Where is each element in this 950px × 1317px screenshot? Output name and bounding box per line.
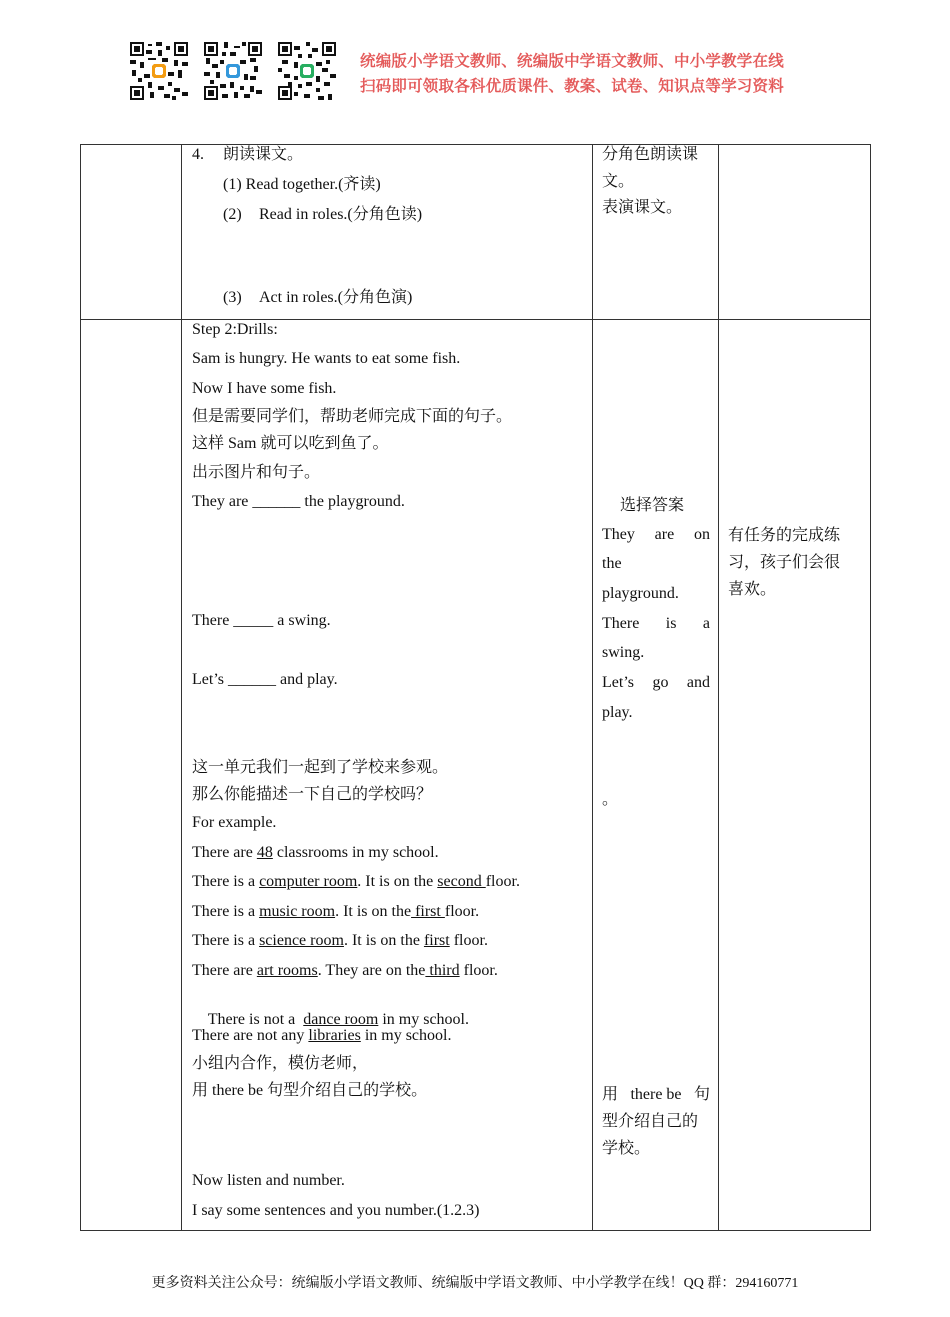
student-answer-line: play.: [602, 704, 633, 721]
sentence-text: . It is on the: [343, 932, 424, 949]
drill-line: Now listen and number.: [192, 1172, 345, 1189]
drill-line: Sam is hungry. He wants to eat some fish.: [192, 350, 461, 367]
student-activity-line: 选择答案: [620, 497, 685, 514]
underlined-answer: 48: [256, 844, 273, 861]
underlined-answer: third: [425, 962, 460, 979]
sentence-text: classrooms in my school.: [272, 844, 439, 861]
drill-line: 这一单元我们一起到了学校来参观。: [192, 759, 449, 776]
drill-line: For example.: [192, 814, 277, 831]
student-activity-line: 。: [602, 791, 619, 808]
answer-word: There: [602, 615, 640, 632]
answer-word: a: [702, 615, 710, 632]
activity-word: 句: [693, 1086, 710, 1103]
student-answer-line: the: [602, 555, 622, 572]
drill-line: 那么你能描述一下自己的学校吗？: [192, 786, 433, 803]
answer-word: Let’s: [602, 674, 634, 691]
drill-line: 出示图片和句子。: [192, 464, 321, 481]
sentence-text: floor.: [459, 962, 498, 979]
column-divider: [592, 145, 593, 1230]
example-sentence: [192, 961, 498, 981]
fill-blank-sentence: Let’s ______ and play.: [192, 671, 338, 688]
sentence-text: There are not any: [192, 1027, 309, 1044]
student-activity-line: 型介绍自己的: [602, 1113, 699, 1130]
underlined-answer: first: [411, 903, 445, 920]
sentence-text: . It is on the: [357, 873, 438, 890]
page-header: [130, 40, 850, 104]
underlined-answer: science room: [259, 932, 344, 949]
underlined-answer: art rooms: [256, 962, 318, 979]
example-sentence: [192, 902, 479, 922]
fill-blank-sentence: They are ______ the playground.: [192, 493, 405, 510]
example-sentence: [192, 1026, 451, 1046]
drill-line: I say some sentences and you number.(1.2.3): [192, 1202, 480, 1219]
drill-line: 用 there be 句型介绍自己的学校。: [192, 1082, 428, 1099]
underlined-answer: libraries: [308, 1027, 361, 1044]
answer-word: are: [654, 526, 675, 543]
activity-word: 用: [602, 1086, 619, 1103]
page-footer: 更多资料关注公众号：统编版小学语文教师、统编版中学语文教师、中小学教学在线！QQ 群：294160771: [151, 1276, 799, 1291]
student-activity-line: 学校。: [602, 1140, 651, 1157]
sentence-text: in my school.: [378, 1011, 469, 1028]
answer-word: and: [686, 674, 710, 691]
drill-line: 但是需要同学们，帮助老师完成下面的句子。: [192, 408, 513, 425]
sentence-text: floor.: [449, 932, 488, 949]
activity-word: there be: [630, 1086, 682, 1103]
sentence-text: floor.: [485, 873, 520, 890]
sentence-text: . It is on the: [335, 903, 412, 920]
reading-step-2-number: (2): [223, 206, 242, 223]
column-divider: [718, 145, 719, 1230]
student-answer-line: playground.: [602, 585, 679, 602]
drill-line: Now I have some fish.: [192, 380, 337, 397]
student-activity-line: [602, 1085, 710, 1105]
underlined-answer: dance room: [303, 1011, 379, 1028]
answer-word: They: [602, 526, 635, 543]
example-sentence: [192, 843, 439, 863]
sentence-text: There is not a: [207, 1011, 304, 1028]
qr-code-icon: [130, 42, 188, 100]
reading-title: 朗读课文。: [223, 146, 304, 163]
student-activity-line: 文。: [602, 173, 635, 190]
item-number: 4.: [192, 146, 204, 163]
student-answer-line: [602, 525, 710, 545]
reading-step-2: Read in roles.(分角色读): [259, 206, 423, 223]
student-answer-line: [602, 673, 710, 693]
column-divider: [181, 145, 182, 1230]
underlined-answer: computer room: [259, 873, 358, 890]
design-intent-line: 习，孩子们会很: [728, 554, 841, 571]
reading-step-3: Act in roles.(分角色演): [259, 289, 413, 306]
sentence-text: floor.: [444, 903, 480, 920]
reading-step-3-number: (3): [223, 289, 242, 306]
reading-step-1: (1) Read together.(齐读): [223, 176, 381, 193]
sentence-text: There are: [192, 844, 257, 861]
answer-word: on: [694, 526, 710, 543]
answer-word: go: [652, 674, 669, 691]
sentence-text: in my school.: [360, 1027, 452, 1044]
step-heading: Step 2:Drills:: [192, 321, 278, 338]
student-answer-line: swing.: [602, 644, 645, 661]
answer-word: is: [665, 615, 677, 632]
design-intent-line: 喜欢。: [728, 581, 777, 598]
student-activity-line: 分角色朗读课: [602, 146, 699, 163]
header-promo-line-2: 扫码即可领取各科优质课件、教案、试卷、知识点等学习资料: [360, 77, 784, 95]
qr-code-icon: [204, 42, 262, 100]
lesson-plan-table: [80, 144, 871, 1231]
sentence-text: There is a: [192, 932, 260, 949]
sentence-text: There are: [192, 962, 257, 979]
student-answer-line: [602, 614, 710, 634]
fill-blank-sentence: There _____ a swing.: [192, 612, 331, 629]
underlined-answer: music room: [259, 903, 336, 920]
qr-code-icon: [278, 42, 336, 100]
sentence-text: . They are on the: [317, 962, 426, 979]
sentence-text: There is a: [192, 903, 260, 920]
example-sentence: [192, 872, 520, 892]
drill-line: 这样 Sam 就可以吃到鱼了。: [192, 435, 389, 452]
student-activity-line: 表演课文。: [602, 199, 683, 216]
underlined-answer: first: [423, 932, 450, 949]
header-promo-line-1: 统编版小学语文教师、统编版中学语文教师、中小学教学在线: [360, 52, 784, 70]
underlined-answer: second: [437, 873, 486, 890]
drill-line: 小组内合作，模仿老师，: [192, 1055, 369, 1072]
example-sentence: [192, 931, 488, 951]
sentence-text: There is a: [192, 873, 260, 890]
design-intent-line: 有任务的完成练: [728, 527, 841, 544]
